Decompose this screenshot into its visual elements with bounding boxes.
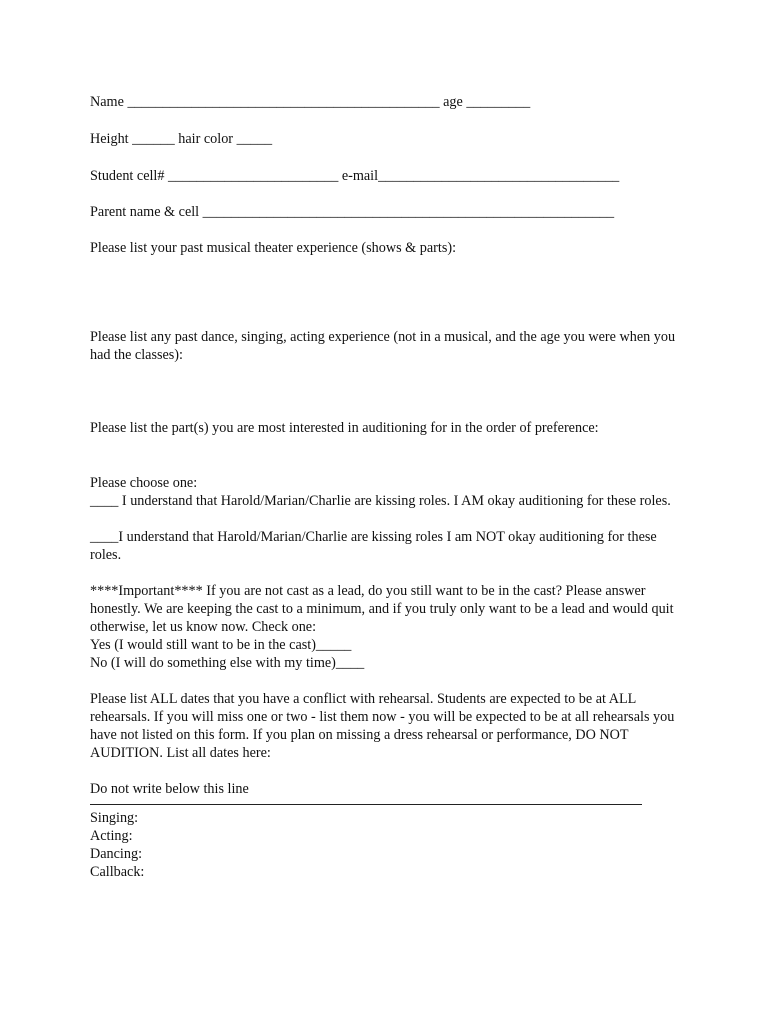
preferred-parts-question: Please list the part(s) you are most interested in auditioning for in the order of preference: — [90, 420, 599, 436]
no-option[interactable]: No (I will do something else with my time)____ — [90, 655, 365, 671]
parent-row — [90, 203, 690, 221]
age-label: age — [443, 94, 463, 110]
kissing-roles-not-ok-option[interactable]: ____I understand that Harold/Marian/Charlie are kissing roles I am NOT okay auditioning for these roles. — [90, 529, 657, 563]
singing-label: Singing: — [90, 810, 139, 826]
height-label: Height — [90, 131, 129, 147]
email-label: e-mail — [341, 168, 379, 184]
name-field[interactable]: ____________________________________________ — [127, 94, 440, 110]
parent-field[interactable]: __________________________________________________________ — [202, 204, 615, 220]
height-field[interactable]: ______ — [132, 131, 175, 147]
contact-row — [90, 167, 690, 185]
hair-color-label: hair color — [178, 131, 234, 147]
dancing-label: Dancing: — [90, 846, 143, 862]
audition-form — [90, 93, 690, 881]
student-cell-label: Student cell# — [90, 168, 165, 184]
divider-line — [90, 804, 642, 805]
height-row — [90, 130, 690, 148]
email-field[interactable]: __________________________________ — [378, 168, 620, 184]
yes-option[interactable]: Yes (I would still want to be in the cast)_____ — [90, 637, 352, 653]
parent-label: Parent name & cell — [90, 204, 200, 220]
other-experience-question: Please list any past dance, singing, acting experience (not in a musical, and the age you were when you had the classes): — [90, 329, 676, 363]
acting-label: Acting: — [90, 828, 133, 844]
age-field[interactable]: _________ — [466, 94, 531, 110]
name-row — [90, 93, 690, 111]
student-cell-field[interactable]: ________________________ — [168, 168, 339, 184]
do-not-write-label: Do not write below this line — [90, 781, 249, 797]
kissing-roles-ok-option[interactable]: ____ I understand that Harold/Marian/Charlie are kissing roles. I AM okay auditioning for these roles. — [90, 493, 671, 509]
choose-one-heading: Please choose one: — [90, 475, 198, 491]
name-label: Name — [90, 94, 124, 110]
important-note: ****Important**** If you are not cast as a lead, do you still want to be in the cast? Please answer honestly. We are keeping the cast to a minimum, and if you truly only want to be a lead and would quit otherwise, let us know now. Check one: — [90, 583, 674, 635]
conflicts-question: Please list ALL dates that you have a conflict with rehearsal. Students are expected to be at ALL rehearsals. If you will miss one or two - list them now - you will be expected to be at all rehearsals you have not listed on this form. If you plan on missing a dress rehearsal or performance, DO NOT AUDITION. List all dates here: — [90, 691, 675, 761]
hair-color-field[interactable]: _____ — [236, 131, 273, 147]
callback-label: Callback: — [90, 864, 145, 880]
musical-experience-question: Please list your past musical theater experience (shows & parts): — [90, 240, 457, 256]
